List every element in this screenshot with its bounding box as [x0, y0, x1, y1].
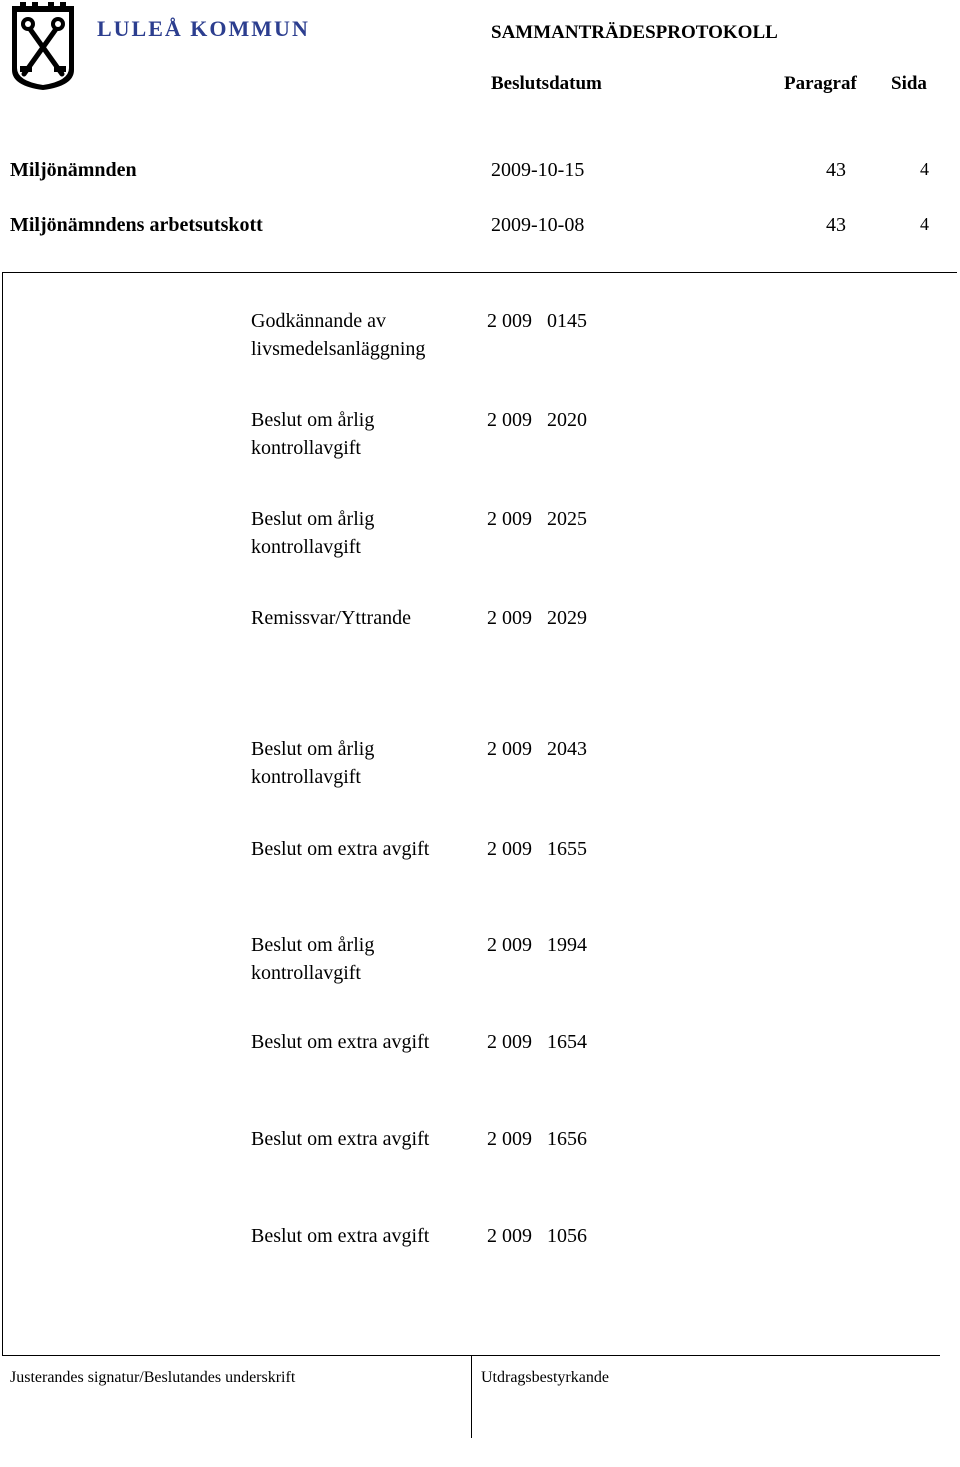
item-number: 1654 [547, 1031, 587, 1053]
column-header-paragraph: Paragraf [784, 73, 857, 94]
body-name: Miljönämndens arbetsutskott [10, 214, 263, 236]
item-number: 1655 [547, 838, 587, 860]
body-name: Miljönämnden [10, 159, 137, 181]
item-year: 2 009 [487, 607, 532, 629]
body-paragraph: 43 [826, 214, 846, 236]
item-year: 2 009 [487, 738, 532, 760]
item-number: 0145 [547, 310, 587, 332]
item-number: 1056 [547, 1225, 587, 1247]
brand-name: LULEÅ KOMMUN [97, 16, 310, 41]
item-year: 2 009 [487, 1128, 532, 1150]
item-title: Beslut om extra avgift [251, 838, 430, 860]
item-number: 2043 [547, 738, 587, 760]
column-header-page: Sida [891, 73, 927, 94]
item-number: 1656 [547, 1128, 587, 1150]
item-year: 2 009 [487, 1225, 532, 1247]
item-number: 2020 [547, 409, 587, 431]
lulea-coat-of-arms-icon [10, 0, 76, 92]
item-title: Beslut om extra avgift [251, 1031, 430, 1053]
item-year: 2 009 [487, 1031, 532, 1053]
item-year: 2 009 [487, 310, 532, 332]
item-number: 1994 [547, 934, 587, 956]
item-title: Beslut om årlig kontrollavgift [251, 508, 375, 558]
item-title: Beslut om extra avgift [251, 1128, 430, 1150]
item-title: Beslut om årlig kontrollavgift [251, 738, 375, 788]
item-number: 2029 [547, 607, 587, 629]
item-number: 2025 [547, 508, 587, 530]
body-page: 4 [920, 214, 929, 234]
item-title: Remissvar/Yttrande [251, 607, 411, 629]
frame-top-rule [2, 272, 957, 273]
signature-label: Justerandes signatur/Beslutandes underskrift [10, 1369, 296, 1386]
item-title: Godkännande av livsmedelsanläggning [251, 310, 426, 360]
document-title: SAMMANTRÄDESPROTOKOLL [491, 22, 778, 43]
body-page: 4 [920, 159, 929, 179]
item-title: Beslut om extra avgift [251, 1225, 430, 1247]
item-year: 2 009 [487, 409, 532, 431]
frame-left-rule [2, 272, 3, 1355]
column-header-date: Beslutsdatum [491, 73, 602, 94]
body-date: 2009-10-08 [491, 214, 585, 236]
certification-label: Utdragsbestyrkande [481, 1369, 609, 1386]
body-paragraph: 43 [826, 159, 846, 181]
item-title: Beslut om årlig kontrollavgift [251, 934, 375, 984]
item-year: 2 009 [487, 838, 532, 860]
item-year: 2 009 [487, 934, 532, 956]
footer-divider [471, 1355, 472, 1438]
item-title: Beslut om årlig kontrollavgift [251, 409, 375, 459]
item-year: 2 009 [487, 508, 532, 530]
body-date: 2009-10-15 [491, 159, 585, 181]
